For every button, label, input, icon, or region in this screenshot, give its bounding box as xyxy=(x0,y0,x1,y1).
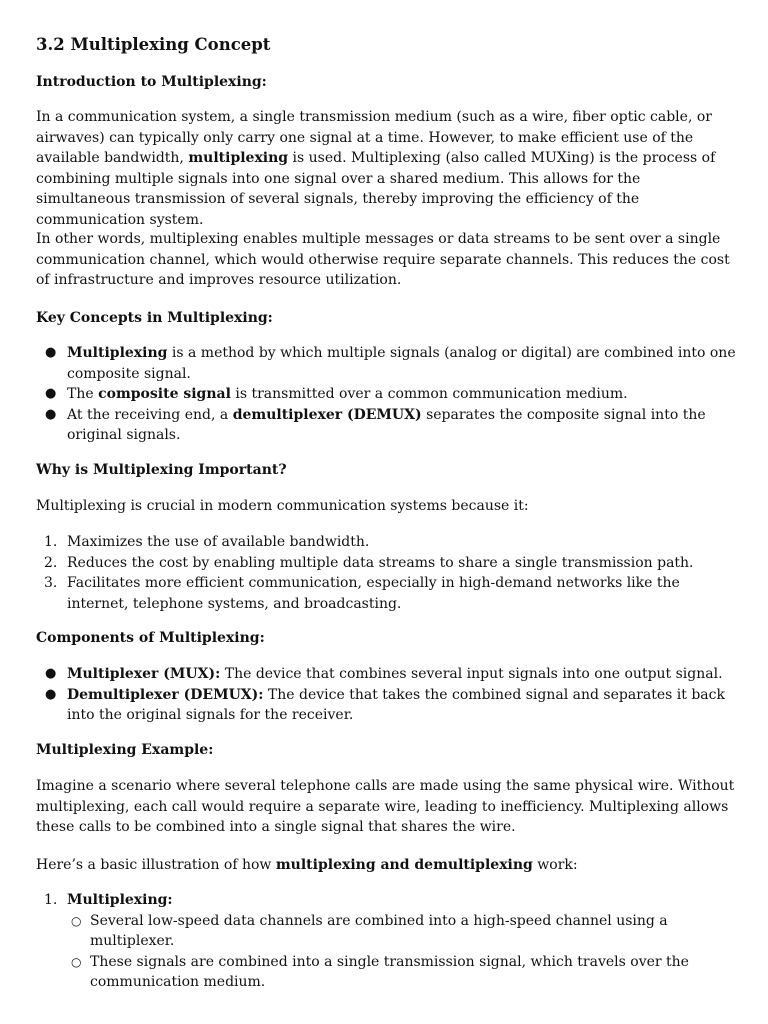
bullet-icon: ● xyxy=(45,406,57,422)
item-text: is transmitted over a common communication medium. xyxy=(230,386,628,402)
list-item xyxy=(36,384,736,405)
why-list xyxy=(36,532,736,614)
sub-list-item xyxy=(36,911,736,952)
list-item xyxy=(36,664,736,685)
intro-paragraph-1 xyxy=(36,107,736,230)
item-number: 2. xyxy=(44,554,58,571)
item-text: Reduces the cost by enabling multiple data streams to share a single transmission path. xyxy=(67,554,694,571)
item-number: 3. xyxy=(44,575,58,591)
item-text: The xyxy=(67,386,99,402)
intro-p1-text-a: In a communication system, a single transmission medium (such as a wire, fiber optic cable, or airwaves) can typically only carry one signal at a time. However, to make efficient use of the available bandwidth, xyxy=(36,109,712,166)
item-bold: demultiplexer (DEMUX) xyxy=(232,406,422,423)
sub-list-item xyxy=(36,952,736,993)
page-title: 3.2 Multiplexing Concept xyxy=(36,35,271,54)
example-heading: Multiplexing Example: xyxy=(36,742,214,758)
item-bold: Multiplexer (MUX): xyxy=(67,666,221,682)
ex-p2-text-c: work: xyxy=(532,857,578,873)
item-number: 1. xyxy=(44,892,58,908)
list-item xyxy=(36,405,736,446)
intro-paragraph-2: In other words, multiplexing enables multiple messages or data streams to be sent over a single communication channel, which would otherwise require separate channels. This reduces the cost of infrastructure and improves resource utilization. xyxy=(36,231,730,288)
list-item xyxy=(36,573,736,614)
steps-list xyxy=(36,890,736,993)
example-paragraph-1: Imagine a scenario where several telephone calls are made using the same physical wire. Without multiplexing, each call would require a separate wire, leading to inefficiency. Multiplexing allows these calls to be combined into a single signal that shares the wire. xyxy=(36,778,735,835)
list-item xyxy=(36,890,736,911)
components-heading: Components of Multiplexing: xyxy=(36,630,265,646)
list-item xyxy=(36,532,736,553)
item-bold: Demultiplexer (DEMUX): xyxy=(67,686,264,703)
item-text: The device that takes the combined signal and separates it back into the original signals for the receiver. xyxy=(67,686,725,723)
sub-item-text: These signals are combined into a single transmission signal, which travels over the communication medium. xyxy=(90,953,689,990)
key-concepts-list xyxy=(36,343,736,446)
item-text: Maximizes the use of available bandwidth. xyxy=(67,534,370,550)
components-list xyxy=(36,664,736,726)
bullet-icon: ● xyxy=(45,345,57,360)
example-paragraph-2 xyxy=(36,855,736,876)
item-text: At the receiving end, a xyxy=(67,406,233,423)
bullet-icon: ● xyxy=(45,386,57,401)
intro-p1-bold: multiplexing xyxy=(188,150,289,166)
hollow-bullet-icon: ○ xyxy=(71,913,82,928)
item-text: Facilitates more efficient communication, especially in high-demand networks like the internet, telephone systems, and broadcasting. xyxy=(67,575,680,612)
bullet-icon: ● xyxy=(45,666,57,681)
sub-item-text: Several low-speed data channels are combined into a high-speed channel using a multiplexer. xyxy=(90,912,668,949)
item-bold: Multiplexing xyxy=(67,345,168,361)
item-text: is a method by which multiple signals (analog or digital) are combined into one composite signal. xyxy=(67,345,736,382)
item-text: separates the composite signal into the original signals. xyxy=(67,406,706,443)
list-item xyxy=(36,343,736,384)
why-heading: Why is Multiplexing Important? xyxy=(36,462,287,478)
intro-heading: Introduction to Multiplexing: xyxy=(36,74,267,90)
list-item xyxy=(36,685,736,726)
ex-p2-bold: multiplexing and demultiplexing xyxy=(275,857,533,873)
ex-p2-text-a: Here’s a basic illustration of how xyxy=(36,857,276,873)
step-label: Multiplexing: xyxy=(67,892,173,908)
list-item xyxy=(36,553,736,574)
item-number: 1. xyxy=(44,534,58,550)
bullet-icon: ● xyxy=(45,686,57,702)
why-intro: Multiplexing is crucial in modern communication systems because it: xyxy=(36,498,529,514)
hollow-bullet-icon: ○ xyxy=(71,954,82,969)
item-text: The device that combines several input signals into one output signal. xyxy=(220,666,723,682)
key-concepts-heading: Key Concepts in Multiplexing: xyxy=(36,310,273,326)
intro-p1-text-c: is used. Multiplexing (also called MUXing) is the process of combining multiple signals into one signal over a shared medium. This allows for the simultaneous transmission of several signals, thereby improving the efficiency of the communication system. xyxy=(36,150,716,228)
item-bold: composite signal xyxy=(98,386,231,402)
